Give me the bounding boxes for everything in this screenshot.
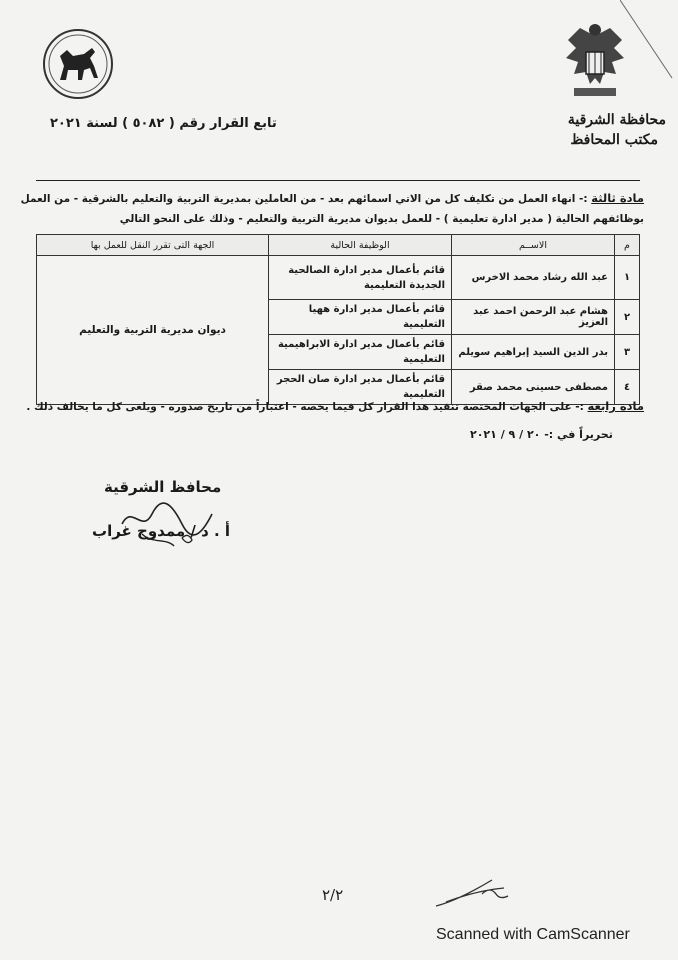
decree-reference: تابع القرار رقم ( ٥٠٨٢ ) لسنة ٢٠٢١ — [50, 116, 277, 131]
issue-date: تحريراً في :- ٢٠ / ٩ / ٢٠٢١ — [470, 428, 613, 441]
governorate-name: محافظة الشرقية — [567, 112, 666, 128]
signature-name: أ . د / ممدوح غراب — [92, 522, 231, 540]
article-three-label: مادة ثالثة — [591, 191, 644, 205]
article-three — [20, 188, 644, 229]
scan-edge-line — [620, 0, 678, 80]
row-num: ٤ — [615, 370, 640, 405]
employees-table — [36, 234, 640, 405]
article-four-label: مادة رابعة — [587, 399, 644, 413]
col-header-job: الوظيفة الحالية — [269, 235, 452, 256]
office-name: مكتب المحافظ — [570, 132, 658, 148]
row-job: قائم بأعمال مدير ادارة ههيا التعليمية — [269, 300, 452, 335]
row-destination: ديوان مديرية التربية والتعليم — [37, 256, 269, 405]
initials-scribble-icon — [432, 872, 522, 912]
camscanner-watermark: Scanned with CamScanner — [436, 926, 630, 943]
col-header-dest: الجهة التى تقرر النقل للعمل بها — [37, 235, 269, 256]
row-num: ٣ — [615, 335, 640, 370]
article-three-line1: :- انهاء العمل من تكليف كل من الاتي اسمائهم بعد - من العاملين بمديرية التربية والتعليم بالشرقية - من العمل — [20, 193, 588, 205]
row-num: ١ — [615, 256, 640, 300]
col-header-num: م — [615, 235, 640, 256]
table-header-row — [37, 235, 640, 256]
horse-logo-icon — [40, 26, 116, 102]
page-number: ٢/٢ — [322, 886, 344, 904]
row-job: قائم بأعمال مدير ادارة صان الحجر التعليمية — [269, 370, 452, 405]
article-four-text: :- على الجهات المختصة تنفيذ هذا القرار كل فيما يخصه - اعتباراً من تاريخ صدوره - ويلغى كل ما يخالف ذلك . — [26, 401, 584, 413]
row-job: قائم بأعمال مدير ادارة الابراهيمية التعليمية — [269, 335, 452, 370]
row-num: ٢ — [615, 300, 640, 335]
table-row — [37, 256, 640, 300]
article-three-line2: بوظائفهم الحالية ( مدير ادارة تعليمية ) - للعمل بديوان مديرية التربية والتعليم - وذلك على النحو التالي — [119, 213, 644, 225]
col-header-name: الاســم — [452, 235, 615, 256]
row-name: مصطفى حسينى محمد صقر — [452, 370, 615, 405]
row-name: بدر الدين السيد إبراهيم سويلم — [452, 335, 615, 370]
article-four — [26, 396, 644, 417]
row-name: عبد الله رشاد محمد الاخرس — [452, 256, 615, 300]
row-name: هشام عبد الرحمن احمد عبد العزيز — [452, 300, 615, 335]
signature-title: محافظ الشرقية — [104, 478, 222, 496]
header-divider — [36, 180, 640, 181]
row-job: قائم بأعمال مدير ادارة الصالحية الجديدة التعليمية — [269, 256, 452, 300]
